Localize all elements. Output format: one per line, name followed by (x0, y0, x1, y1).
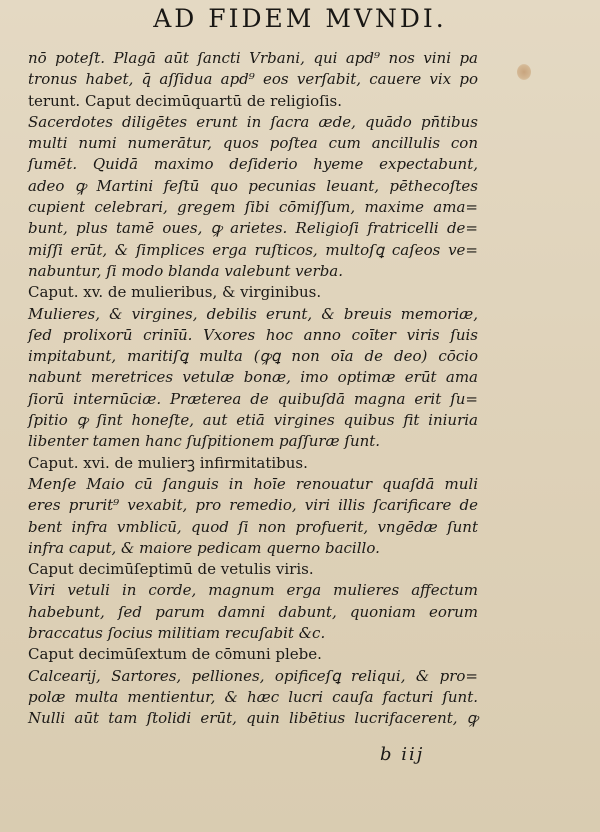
text-line: Sacerdotes diligētes erunt in ſacra æde, quādo pn̄tibus (28, 112, 478, 131)
chapter-heading: Caput decimūſeptimū de vetulis viris. (28, 560, 314, 579)
text-line: bunt, plus tamē oues, ꝙ arietes. Religioſi fratricelli de= (28, 219, 478, 238)
chapter-heading: Caput. xvi. de mulierꝫ infirmitatibus. (28, 453, 308, 472)
chapter-heading: Caput decimūſextum de cōmuni plebe. (28, 645, 322, 664)
text-line: libenter tamen hanc ſuſpitionem paſſuræ ſunt. (28, 432, 381, 451)
text-line: Viri vetuli in corde, magnum erga mulieres affectum (28, 581, 478, 600)
text-line: Calcearij, Sartores, pelliones, opificeſꝗ reliqui, & pro= (28, 666, 478, 685)
text-line: ſed prolixorū crinīū. Vxores hoc anno coīter viris ſuis (28, 325, 478, 344)
text-line: Nulli aūt tam ſtolidi erūt, quin libētius lucrifacerent, ꝙ (28, 709, 478, 728)
text-block (28, 48, 478, 730)
text-line: braccatus ſocius militiam recuſabit &c. (28, 624, 326, 643)
text-line: ſpitio ꝙ ſint honeſte, aut etiā virgines quibus fit iniuria (28, 411, 478, 430)
text-line: eres prurit⁹ vexabit, pro remedio, viri illis ſcarificare de (28, 496, 478, 515)
signature-mark: b iij (380, 744, 425, 765)
text-line: cupient celebrari, gregem ſibi cōmiſſum, maxime ama= (28, 198, 478, 217)
text-line: tronus habet, q̄ aſſidua apd⁹ eos verſabit, cauere vix po (28, 70, 478, 89)
text-line: Menſe Maio cū ſanguis in hoīe renouatur quaſdā muli (28, 474, 478, 493)
foxing-stain (517, 64, 531, 80)
text-line: ſumēt. Quidā maximo deſiderio hyeme expectabunt, (28, 155, 478, 174)
text-line: habebunt, ſed parum damni dabunt, quoniam eorum (28, 602, 478, 621)
text-line: nabunt meretrices vetulæ bonæ, imo optimæ erūt ama (28, 368, 478, 387)
text-line: miſſi erūt, & ſimplices erga ruſticos, multoſꝗ caſeos ve= (28, 240, 478, 259)
text-line: bent infra vmblicū, quod ſi non profuerit, vngēdæ ſunt (28, 517, 478, 536)
chapter-heading: Caput. xv. de mulieribus, & virginibus. (28, 283, 322, 302)
chapter-heading: terunt. Caput decimūquartū de religioſis. (28, 91, 342, 110)
text-line: nō poteſt. Plagā aūt ſancti Vrbani, qui apd⁹ nos vini pa (28, 49, 478, 67)
text-line: multi numi numerātur, quos poſtea cum ancillulis con (28, 134, 478, 153)
running-head: AD FIDEM MVNDI. (153, 4, 447, 33)
text-line: nabuntur, ſi modo blanda valebunt verba. (28, 261, 344, 280)
text-line: adeo ꝙ Martini feſtū quo pecunias leuant, pēthecoſtes (28, 176, 478, 195)
text-line: ſiorū internūciæ. Præterea de quibuſdā magna erit ſu= (28, 389, 478, 408)
text-line: Mulieres, & virgines, debilis erunt, & breuis memoriæ, (28, 304, 478, 323)
text-line: infra caput, & maiore pedicam querno bacillo. (28, 538, 380, 557)
text-line: impitabunt, maritiſꝗ multa (ꝙꝗ non oīa de deo) cōcio (28, 347, 478, 366)
text-line: polæ multa mentientur, & hæc lucri cauſa facturi ſunt. (28, 687, 478, 706)
